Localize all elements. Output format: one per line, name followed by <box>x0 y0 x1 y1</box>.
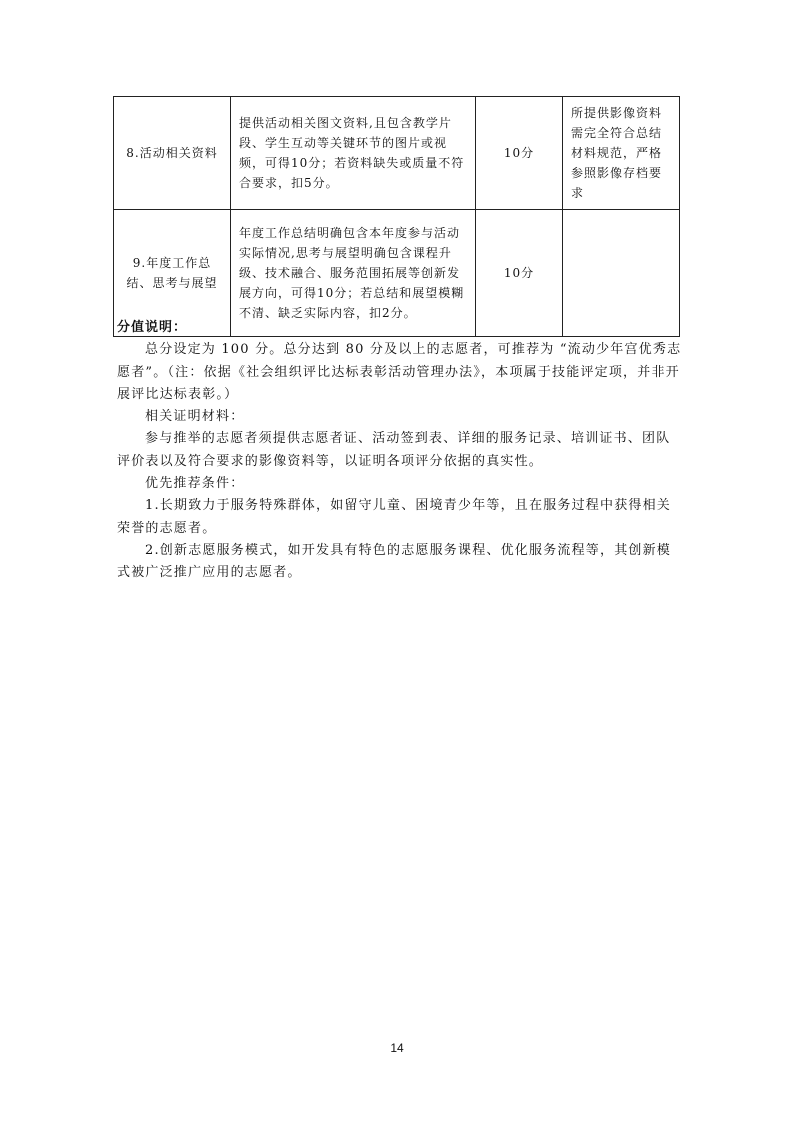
table-row <box>114 97 680 210</box>
description-cell: 年度工作总结明确包含本年度参与活动实际情况,思考与展望明确包含课程升级、技术融合、服务范围拓展等创新发展方向，可得10分；若总结和展望模糊不清、缺乏实际内容，扣2分。 <box>231 210 476 337</box>
score-cell: 10分 <box>476 97 563 210</box>
priority-title: 优先推荐条件： <box>145 476 245 492</box>
section-heading: 分值说明： <box>117 320 188 335</box>
priority-item-2: 2.创新志愿服务模式，如开发具有特色的志愿服务课程、优化服务流程等，其创新模式被广泛推广应用的志愿者。 <box>117 542 672 581</box>
note-cell: 所提供影像资料需完全符合总结材料规范，严格参照影像存档要求 <box>563 97 680 210</box>
score-notes-section <box>117 317 683 585</box>
priority-item-1: 1.长期致力于服务特殊群体，如留守儿童、困境青少年等，且在服务过程中获得相关荣誉的志愿者。 <box>117 498 672 536</box>
item-cell: 9.年度工作总结、思考与展望 <box>114 210 231 337</box>
scoring-table <box>113 96 680 337</box>
evidence-title: 相关证明材料： <box>145 409 245 425</box>
item-cell: 8.活动相关资料 <box>114 97 231 210</box>
evidence-paragraph: 参与推举的志愿者须提供志愿者证、活动签到表、详细的服务记录、培训证书、团队评价表以及符合要求的影像资料等，以证明各项评分依据的真实性。 <box>117 431 671 469</box>
score-explanation-paragraph: 总分设定为 100 分。总分达到 80 分及以上的志愿者，可推荐为 “流动少年宫优秀志愿者”。（注：依据《社会组织评比达标表彰活动管理办法》，本项属于技能评定项，并非开展评比达标表彰。） <box>117 342 682 402</box>
description-cell: 提供活动相关图文资料,且包含教学片段、学生互动等关键环节的图片或视频，可得10分；若资料缺失或质量不符合要求，扣5分。 <box>231 97 476 210</box>
page-number: 14 <box>390 1041 404 1055</box>
score-cell: 10分 <box>476 210 563 337</box>
